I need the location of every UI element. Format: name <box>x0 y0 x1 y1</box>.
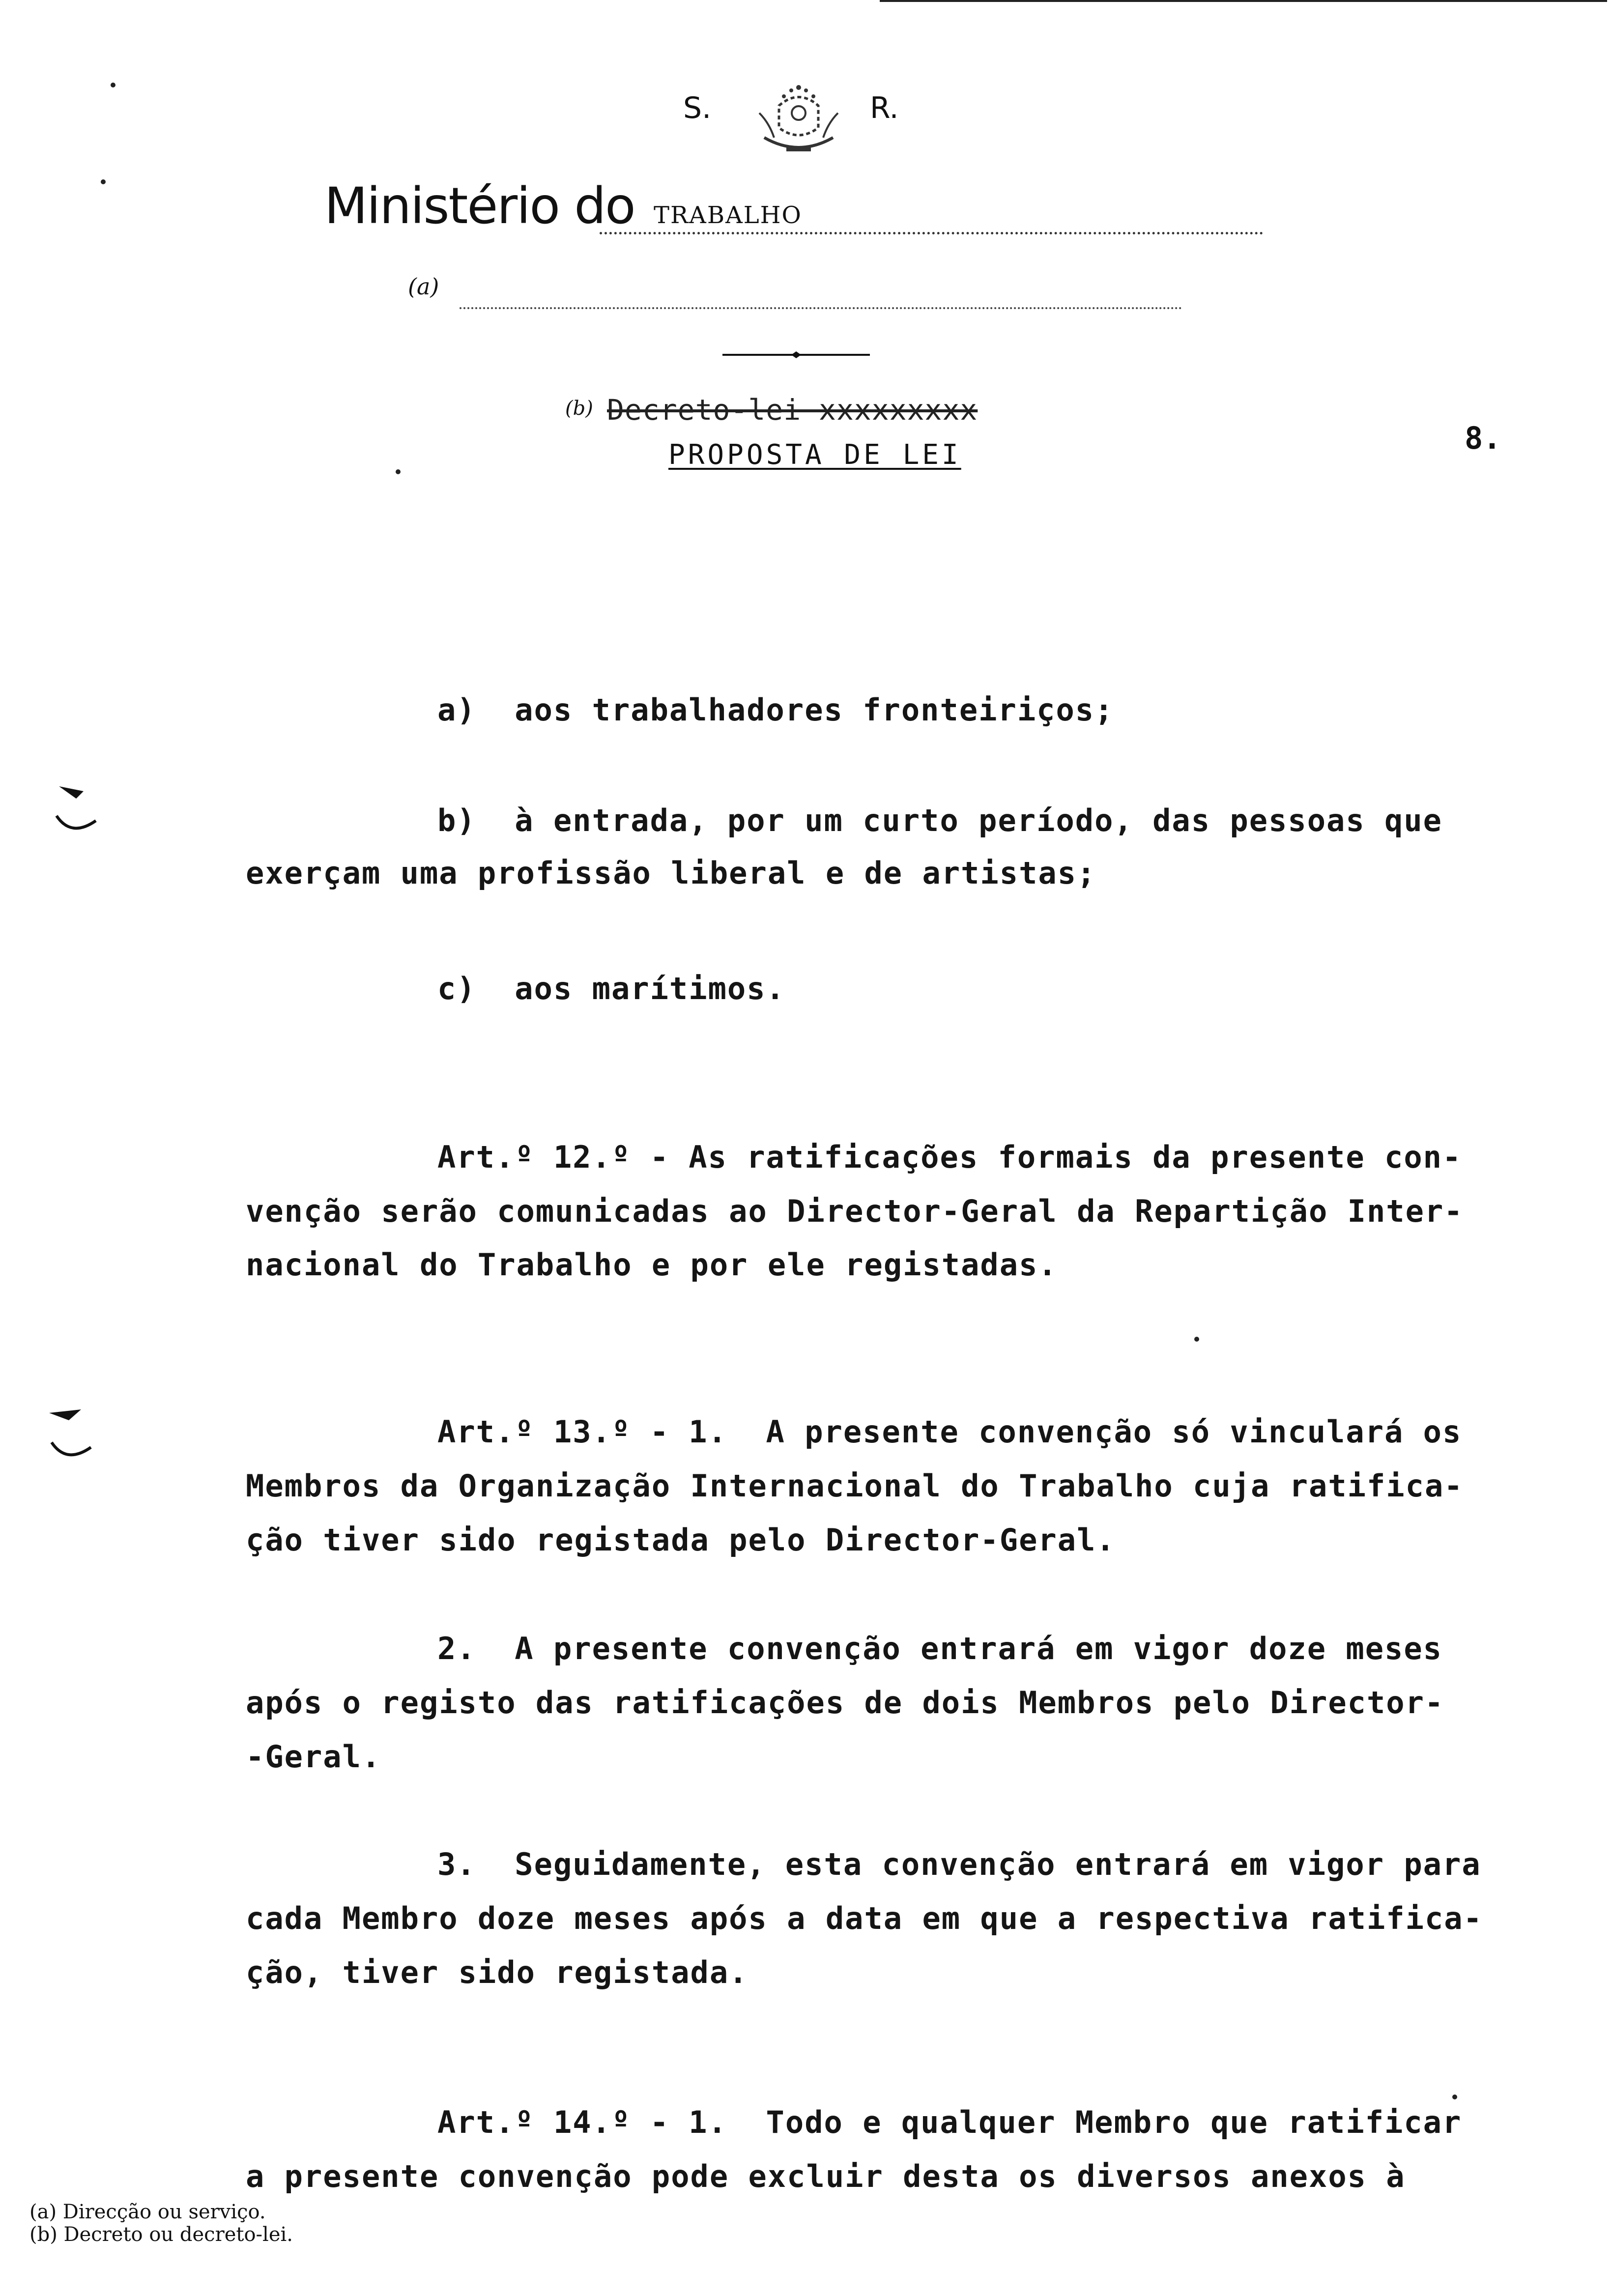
art14-line1: Art.º 14.º - 1. Todo e qualquer Membro que ratificar <box>437 2104 1462 2140</box>
p2-line1: 2. A presente convenção entrará em vigor doze meses <box>437 1631 1443 1666</box>
coat-of-arms-seal <box>745 79 853 157</box>
speck <box>1194 1337 1199 1342</box>
speck <box>1452 2095 1457 2099</box>
letterhead-s: S. <box>683 91 712 125</box>
p3-line3: ção, tiver sido registada. <box>246 1954 748 1990</box>
item-b-line1: b) à entrada, por um curto período, das pessoas que <box>437 803 1443 838</box>
ornament-divider <box>722 351 870 358</box>
top-border-line <box>880 0 1607 2</box>
ministry-fill-line <box>600 232 1263 234</box>
ministry-label: Ministério do <box>324 177 635 235</box>
item-c: c) aos marítimos. <box>437 971 785 1006</box>
letterhead-r: R. <box>870 91 899 125</box>
direccao-label: (a) <box>408 273 439 300</box>
p2-line2: após o registo das ratificações de dois Membros pelo Director- <box>246 1685 1444 1721</box>
page-number: 8. <box>1465 420 1501 456</box>
decreto-label: (b) <box>565 397 593 420</box>
p3-line2: cada Membro doze meses após a data em que a respectiva ratifica- <box>246 1900 1483 1936</box>
proposta-title: PROPOSTA DE LEI <box>668 439 961 471</box>
margin-mark-upper <box>49 772 103 845</box>
item-b-line2: exerçam uma profissão liberal e de artistas; <box>246 855 1096 891</box>
art12-line1: Art.º 12.º - As ratificações formais da presente con- <box>437 1139 1462 1175</box>
footnote-a: (a) Direcção ou serviço. <box>29 2201 266 2223</box>
direccao-fill-line <box>460 307 1182 309</box>
art14-line2: a presente convenção pode excluir desta os diversos anexos à <box>246 2158 1406 2194</box>
decreto-struck-text: Decreto-lei xxxxxxxxx <box>607 393 978 427</box>
p3-line1: 3. Seguidamente, esta convenção entrará em vigor para <box>437 1846 1481 1882</box>
art13-line1: Art.º 13.º - 1. A presente convenção só vinculará os <box>437 1414 1462 1450</box>
margin-mark-lower <box>44 1401 98 1474</box>
speck <box>396 469 401 474</box>
footnote-b: (b) Decreto ou decreto-lei. <box>29 2223 293 2246</box>
art12-line3: nacional do Trabalho e por ele registadas. <box>246 1247 1058 1283</box>
art13-line3: ção tiver sido registada pelo Director-Geral. <box>246 1522 1116 1558</box>
art12-line2: venção serão comunicadas ao Director-Geral da Repartição Inter- <box>246 1193 1464 1229</box>
p2-line3: -Geral. <box>246 1739 381 1775</box>
art13-line2: Membros da Organização Internacional do Trabalho cuja ratifica- <box>246 1468 1464 1504</box>
speck <box>111 83 115 87</box>
speck <box>101 179 106 184</box>
item-a: a) aos trabalhadores fronteiriços; <box>437 692 1114 728</box>
ministry-value: TRABALHO <box>654 201 802 229</box>
